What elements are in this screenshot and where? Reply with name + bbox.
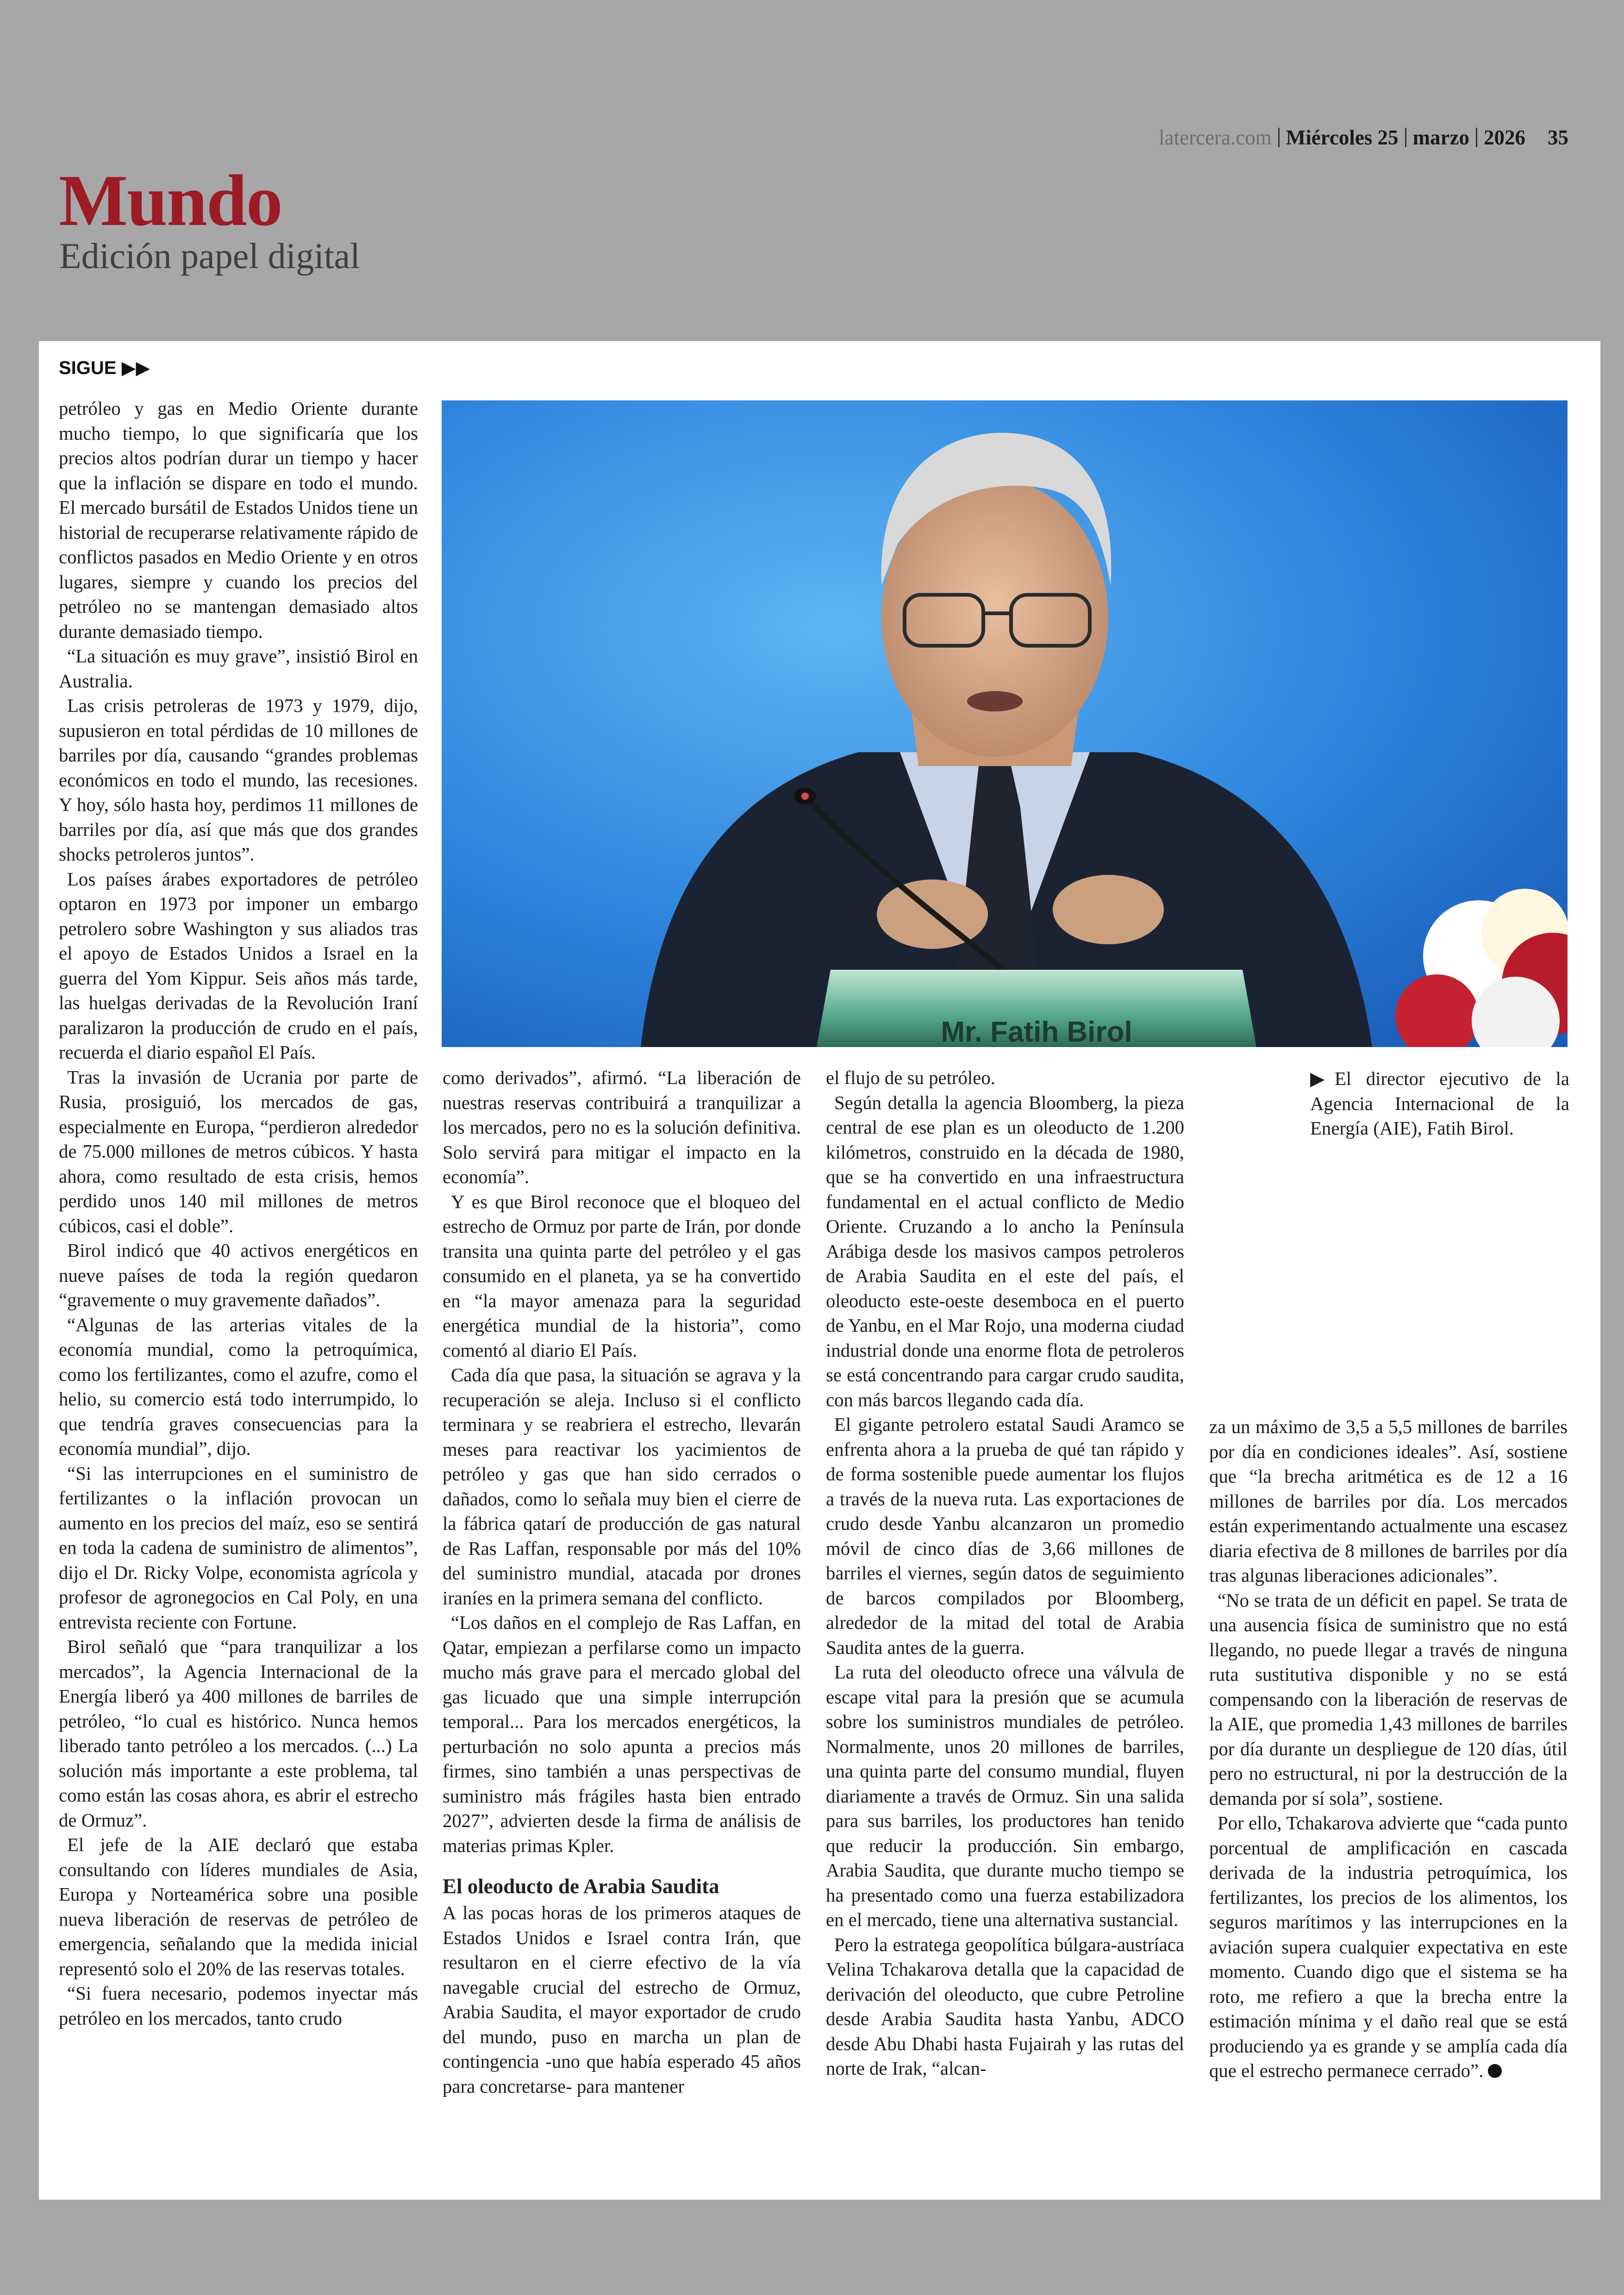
issue-year: 2026: [1484, 126, 1525, 149]
paragraph-text: Por ello, Tchakarova advierte que “cada punto porcentual de amplificación en cascada derivada de la industria petroquímica, los fertilizantes, los precios de los alimentos, los seguros marítimos y las interrupciones en la aviación supera cualquier expectativa en este momento. Cuando digo que el sistema se ha roto, me refiero a que la brecha entre la estimación mínima y el daño real que se está produciendo ya es grande y se amplía cada día que el estrecho permanece cerrado”.: [1209, 1813, 1568, 2081]
page-number: 35: [1548, 126, 1568, 149]
masthead-info: [1159, 121, 1568, 154]
section-title: Mundo: [59, 160, 282, 241]
paragraph: La ruta del oleoducto ofrece una válvula de escape vital para la presión que se acumula sobre los suministros mundiales de petróleo. Normalmente, unos 20 millones de barriles, una quinta parte del consumo mundial, fluyen diariamente a través de Ormuz. Sin una salida para sus barriles, los productores han tenido que reducir la producción. Sin embargo, Arabia Saudita, que durante mucho tiempo se ha presentado como una fuerza estabilizadora en el mercado, tiene una alternativa sustancial.: [826, 1662, 1184, 1930]
end-of-article-icon: [1488, 2064, 1502, 2078]
photo-illustration: [442, 400, 1568, 1047]
paragraph: petróleo y gas en Medio Oriente durante mucho tiempo, lo que significaría que los precios altos podrían durar un tiempo y hacer que la inflación se dispare en todo el mundo. El mercado bursátil de Estados Unidos tiene un historial de recuperarse relativamente rápido de conflictos pasados en Medio Oriente y en otros lugares, siempre y cuando los precios del petróleo no se mantengan demasiado altos durante demasiado tiempo.: [59, 398, 418, 642]
paragraph: Los países árabes exportadores de petróleo optaron en 1973 por imponer un embargo petrolero sobre Washington y sus aliados tras el apoyo de Estados Unidos a Israel en la guerra del Yom Kippur. Seis años más tarde, las huelgas derivadas de la Revolución Iraní paralizaron la producción de crudo en el país, recuerda el diario español El País.: [59, 868, 418, 1063]
paragraph: El jefe de la AIE declaró que estaba consultando con líderes mundiales de Asia, Europa y Norteamérica sobre una posible nueva liberación de reservas de petróleo de emergencia, señalando que la medida inicial representó solo el 20% de las reservas totales.: [59, 1834, 418, 1979]
lectern-nameplate: Mr. Fatih Birol: [941, 1016, 1132, 1047]
issue-day: Miércoles 25: [1286, 126, 1399, 149]
paragraph: “Los daños en el complejo de Ras Laffan, en Qatar, empiezan a perfilarse como un impacto mucho más grave para el mercado global del gas licuado que una simple interrupción temporal... Para los mercados energéticos, la perturbación no solo apunta a precios más firmes, sino también a unas perspectivas de suministro más frágiles hasta bien entrado 2027”, advierten desde la firma de análisis de materias primas Kpler.: [443, 1612, 801, 1856]
article-column-1: [59, 396, 418, 2031]
paragraph: Según detalla la agencia Bloomberg, la pieza central de ese plan es un oleoducto de 1.200 kilómetros, construido en la década de 1980, que se ha convertido en una infraestructura fundamental en el actual conflicto de Medio Oriente. Cruzando a lo ancho la Península Arábiga desde los masivos campos petroleros de Arabia Saudita en el este del país, el oleoducto este-oeste desemboca en el puerto de Yanbu, en el Mar Rojo, una moderna ciudad industrial donde una enorme flota de petroleros se está concentrando para cargar crudo saudita, con más barcos llegando cada día.: [826, 1092, 1184, 1410]
article-column-4: [1209, 1415, 1568, 2083]
photo-caption: ▶El director ejecutivo de la Agencia Internacional de la Energía (AIE), Fatih Birol.: [1310, 1068, 1569, 1139]
divider: [1278, 128, 1280, 147]
paragraph: Cada día que pasa, la situación se agrava y la recuperación se aleja. Incluso si el conflicto terminara y se reabriera el estrecho, llevarán meses para reactivar los yacimientos de petróleo y gas que han sido cerrados o dañados, como lo señala muy bien el cierre de la fábrica qatarí de producción de gas natural de Ras Laffan, responsable por más del 10% del suministro mundial, atacada por drones iraníes en la primera semana del conflicto.: [443, 1365, 801, 1609]
paragraph: “No se trata de un déficit en papel. Se trata de una ausencia física de suministro que no está llegando, no puede llegar a través de ninguna ruta sustitutiva disponible y no se está compensando con la liberación de reservas de la AIE, que promedia 1,43 millones de barriles por día durante un despliegue de 120 días, útil pero no estructural, ni por la destrucción de la demanda por sí sola”, sostiene.: [1209, 1590, 1568, 1809]
paragraph: “Si las interrupciones en el suministro de fertilizantes o la inflación provocan un aumento en los precios del maíz, eso se sentirá en toda la cadena de suministro de alimentos”, dijo el Dr. Ricky Volpe, economista agrícola y profesor de agronegocios en Cal Poly, en una entrevista reciente con Fortune.: [59, 1463, 418, 1633]
paragraph: za un máximo de 3,5 a 5,5 millones de barriles por día en condiciones ideales”. Así, sostiene que “la brecha aritmética es de 12 a 16 millones de barriles por día. Los mercados están experimentando actualmente una escasez diaria efectiva de 8 millones de barriles por día tras algunas liberaciones adicionales”.: [1209, 1416, 1568, 1586]
paragraph: A las pocas horas de los primeros ataques de Estados Unidos e Israel contra Irán, que resultaron en el cierre efectivo de la vía navegable crucial del estrecho de Ormuz, Arabia Saudita, el mayor exportador de crudo del mundo, puso en marcha un plan de contingencia -uno que había esperado 45 años para concretarse- para mantener: [443, 1902, 801, 2097]
paragraph: El gigante petrolero estatal Saudi Aramco se enfrenta ahora a la prueba de qué tan rápido y de forma sostenible puede aumentar los flujos a través de la nueva ruta. Las exportaciones de crudo desde Yanbu alcanzaron un promedio móvil de cinco días de 3,66 millones de barriles el viernes, según datos de seguimiento de barcos compilados por Bloomberg, alrededor de la mitad del total de Arabia Saudita antes de la guerra.: [826, 1414, 1184, 1658]
paragraph: Birol señaló que “para tranquilizar a los mercados”, la Agencia Internacional de la Energía liberó ya 400 millones de barriles de petróleo, “lo cual es histórico. Nunca hemos liberado tanto petróleo a los mercados. (...) La solución más importante a este problema, tal como están las cosas ahora, es abrir el estrecho de Ormuz”.: [59, 1636, 418, 1831]
paragraph: “Si fuera necesario, podemos inyectar más petróleo en los mercados, tanto crudo: [59, 1983, 418, 2029]
paragraph: “Algunas de las arterias vitales de la economía mundial, como la petroquímica, como los fertilizantes, como el azufre, como el helio, su comercio está todo interrumpido, lo que tendría graves consecuencias para la economía mundial”, dijo.: [59, 1314, 418, 1459]
article-photo: [442, 400, 1568, 1047]
divider: [1476, 128, 1477, 147]
paragraph: como derivados”, afirmó. “La liberación de nuestras reservas contribuirá a tranquilizar a los mercados, pero no es la solución definitiva. Solo servirá para mitigar el impacto en la economía”.: [443, 1067, 801, 1187]
continued-kicker: SIGUE ▶▶: [59, 358, 150, 378]
paragraph: “La situación es muy grave”, insistió Birol en Australia.: [59, 646, 418, 692]
issue-month: marzo: [1412, 126, 1469, 149]
article-column-2: [443, 1066, 801, 2099]
paragraph: Y es que Birol reconoce que el bloqueo del estrecho de Ormuz por parte de Irán, por donde transita una quinta parte del petróleo y el gas consumido en el planeta, ya se ha convertido en “la mayor amenaza para la seguridad energética mundial de la historia”, como comentó al diario El País.: [443, 1191, 801, 1361]
paragraph: Pero la estratega geopolítica búlgara-austríaca Velina Tchakarova detalla que la capacidad de derivación del oleoducto, que cubre Petroline desde Arabia Saudita hasta Yanbu, ADCO desde Abu Dhabi hasta Fujairah y las rutas del norte de Irak, “alcan-: [826, 1934, 1184, 2079]
article-column-3: [826, 1066, 1184, 2081]
divider: [1405, 128, 1406, 147]
subheading: El oleoducto de Arabia Saudita: [443, 1875, 719, 1898]
paragraph: [1209, 1811, 1568, 2083]
paragraph: Tras la invasión de Ucrania por parte de Rusia, prosiguió, los mercados de gas, especialmente en Europa, “perdieron alrededor de 75.000 millones de metros cúbicos. Y hasta ahora, como resultado de esta crisis, hemos perdido unos 140 mil millones de metros cúbicos, casi el doble”.: [59, 1066, 418, 1236]
paragraph: Birol indicó que 40 activos energéticos en nueve países de toda la región quedaron “gravemente o muy gravemente dañados”.: [59, 1240, 418, 1310]
site-name: latercera.com: [1159, 126, 1272, 149]
paragraph: el flujo de su petróleo.: [826, 1067, 995, 1088]
section-subtitle: Edición papel digital: [59, 236, 360, 276]
paragraph: Las crisis petroleras de 1973 y 1979, dijo, supusieron en total pérdidas de 10 millones de barriles por día, causando “grandes problemas económicos en todo el mundo, las recesiones. Y hoy, sólo hasta hoy, perdimos 11 millones de barriles por día, así que más que dos grandes shocks petroleros juntos”.: [59, 695, 418, 865]
